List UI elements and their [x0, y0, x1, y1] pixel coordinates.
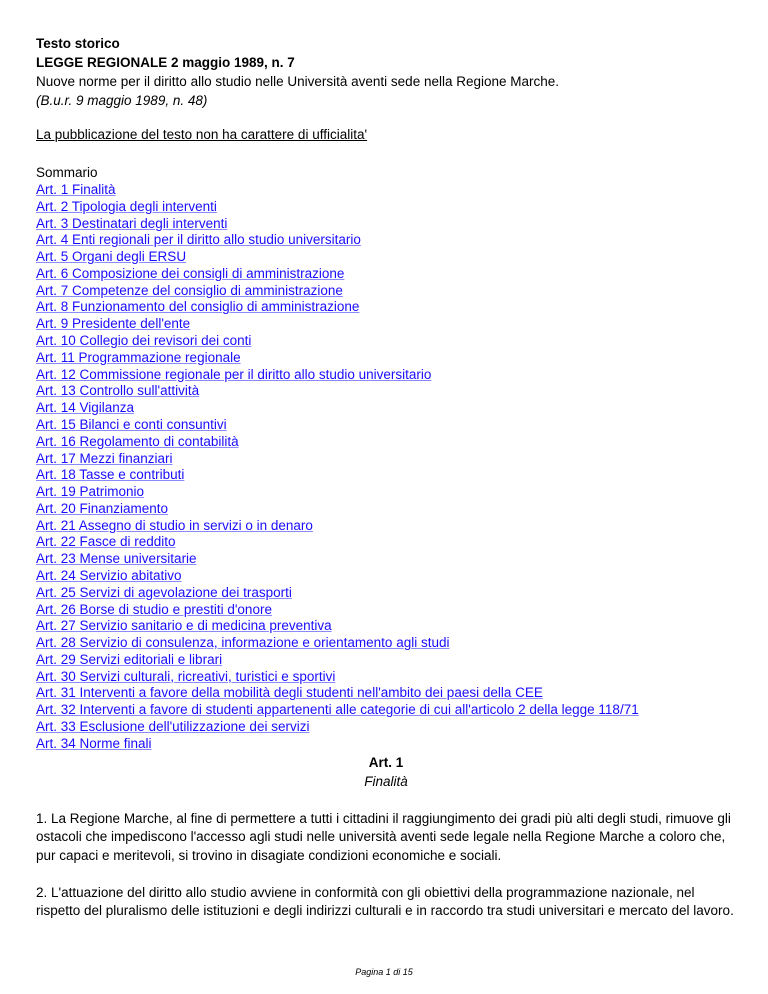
summary-link[interactable]: Art. 11 Programmazione regionale: [36, 349, 241, 365]
summary-item: [36, 518, 736, 535]
summary-link[interactable]: Art. 8 Funzionamento del consiglio di amministrazione: [36, 299, 360, 315]
summary-link[interactable]: Art. 32 Interventi a favore di studenti appartenenti alle categorie di cui all'articolo 2 della legge 118/71: [36, 702, 639, 718]
summary-item: [36, 501, 736, 518]
summary-list: [36, 182, 736, 753]
summary-item: [36, 652, 736, 669]
summary-item: [36, 367, 736, 384]
summary-link[interactable]: Art. 25 Servizi di agevolazione dei trasporti: [36, 584, 292, 600]
summary-item: [36, 451, 736, 468]
law-subtitle: Nuove norme per il diritto allo studio nelle Università aventi sede nella Regione Marche.: [36, 74, 560, 89]
summary-heading: Sommario: [36, 165, 98, 180]
article-title: Finalità: [364, 773, 408, 789]
article-paragraph: 1. La Regione Marche, al fine di permettere a tutti i cittadini il raggiungimento dei gradi più alti degli studi, rimuove gli ostacoli che impediscono l'accesso agli studi nelle università aventi sede legale nella Regione Marche a coloro che, pur capaci e meritevoli, si trovino in disagiate condizioni economiche e sociali.: [36, 810, 731, 863]
summary-item: [36, 216, 736, 233]
summary-item: [36, 434, 736, 451]
bur-reference: (B.u.r. 9 maggio 1989, n. 48): [36, 93, 208, 108]
summary-item: [36, 602, 736, 619]
summary-item: [36, 618, 736, 635]
summary-link[interactable]: Art. 30 Servizi culturali, ricreativi, turistici e sportivi: [36, 668, 336, 684]
summary-link[interactable]: Art. 23 Mense universitarie: [36, 551, 197, 567]
summary-link[interactable]: Art. 9 Presidente dell'ente: [36, 316, 191, 332]
summary-link[interactable]: Art. 2 Tipologia degli interventi: [36, 198, 217, 214]
summary-item: [36, 719, 736, 736]
summary-item: [36, 383, 736, 400]
summary-item: [36, 182, 736, 199]
summary-link[interactable]: Art. 13 Controllo sull'attività: [36, 383, 200, 399]
summary-link[interactable]: Art. 19 Patrimonio: [36, 484, 145, 500]
summary-link[interactable]: Art. 24 Servizio abitativo: [36, 567, 182, 583]
summary-link[interactable]: Art. 6 Composizione dei consigli di amministrazione: [36, 265, 345, 281]
summary-link[interactable]: Art. 34 Norme finali: [36, 735, 152, 751]
summary-item: [36, 350, 736, 367]
summary-link[interactable]: Art. 16 Regolamento di contabilità: [36, 433, 239, 449]
summary-item: [36, 199, 736, 216]
summary-item: [36, 568, 736, 585]
summary-link[interactable]: Art. 14 Vigilanza: [36, 400, 135, 416]
summary-item: [36, 232, 736, 249]
summary-item: [36, 669, 736, 686]
summary-item: [36, 333, 736, 350]
summary-link[interactable]: Art. 29 Servizi editoriali e librari: [36, 651, 223, 667]
summary-link[interactable]: Art. 5 Organi degli ERSU: [36, 249, 187, 265]
summary-link[interactable]: Art. 22 Fasce di reddito: [36, 534, 176, 550]
summary-item: [36, 585, 736, 602]
summary-item: [36, 417, 736, 434]
summary-link[interactable]: Art. 26 Borse di studio e prestiti d'onore: [36, 601, 272, 617]
summary-item: [36, 283, 736, 300]
summary-link[interactable]: Art. 21 Assegno di studio in servizi o in denaro: [36, 517, 313, 533]
article-number: Art. 1: [368, 754, 404, 770]
summary-item: [36, 551, 736, 568]
document-page: [36, 34, 736, 921]
summary-link[interactable]: Art. 10 Collegio dei revisori dei conti: [36, 333, 252, 349]
summary-item: [36, 316, 736, 333]
summary-item: [36, 467, 736, 484]
summary-link[interactable]: Art. 4 Enti regionali per il diritto allo studio universitario: [36, 232, 361, 248]
summary-link[interactable]: Art. 27 Servizio sanitario e di medicina preventiva: [36, 618, 332, 634]
summary-item: [36, 299, 736, 316]
summary-link[interactable]: Art. 1 Finalità: [36, 182, 116, 197]
summary-link[interactable]: Art. 12 Commissione regionale per il diritto allo studio universitario: [36, 366, 432, 382]
summary-link[interactable]: Art. 17 Mezzi finanziari: [36, 450, 173, 466]
law-title: LEGGE REGIONALE 2 maggio 1989, n. 7: [36, 55, 295, 70]
summary-link[interactable]: Art. 3 Destinatari degli interventi: [36, 215, 228, 231]
summary-link[interactable]: Art. 18 Tasse e contributi: [36, 467, 185, 483]
article-paragraph: 2. L'attuazione del diritto allo studio avviene in conformità con gli obiettivi della programmazione nazionale, nel rispetto del pluralismo delle istituzioni e degli indirizzi culturali e in raccordo tra studi universitari e mercato del lavoro.: [36, 884, 734, 919]
document-label: Testo storico: [36, 36, 120, 51]
disclaimer: La pubblicazione del testo non ha carattere di ufficialita': [36, 127, 368, 142]
summary-item: [36, 249, 736, 266]
summary-link[interactable]: Art. 15 Bilanci e conti consuntivi: [36, 416, 227, 432]
summary-item: [36, 484, 736, 501]
summary-link[interactable]: Art. 33 Esclusione dell'utilizzazione dei servizi: [36, 719, 310, 734]
summary-link[interactable]: Art. 20 Finanziamento: [36, 500, 169, 516]
summary-item: [36, 400, 736, 417]
summary-item: [36, 685, 736, 702]
page-number: Pagina 1 di 15: [355, 967, 413, 977]
summary-item: [36, 702, 736, 719]
summary-link[interactable]: Art. 7 Competenze del consiglio di amministrazione: [36, 282, 343, 298]
summary-link[interactable]: Art. 28 Servizio di consulenza, informazione e orientamento agli studi: [36, 635, 450, 651]
summary-item: [36, 736, 736, 753]
summary-link[interactable]: Art. 31 Interventi a favore della mobilità degli studenti nell'ambito dei paesi della CEE: [36, 685, 543, 701]
summary-item: [36, 266, 736, 283]
summary-item: [36, 635, 736, 652]
summary-item: [36, 534, 736, 551]
